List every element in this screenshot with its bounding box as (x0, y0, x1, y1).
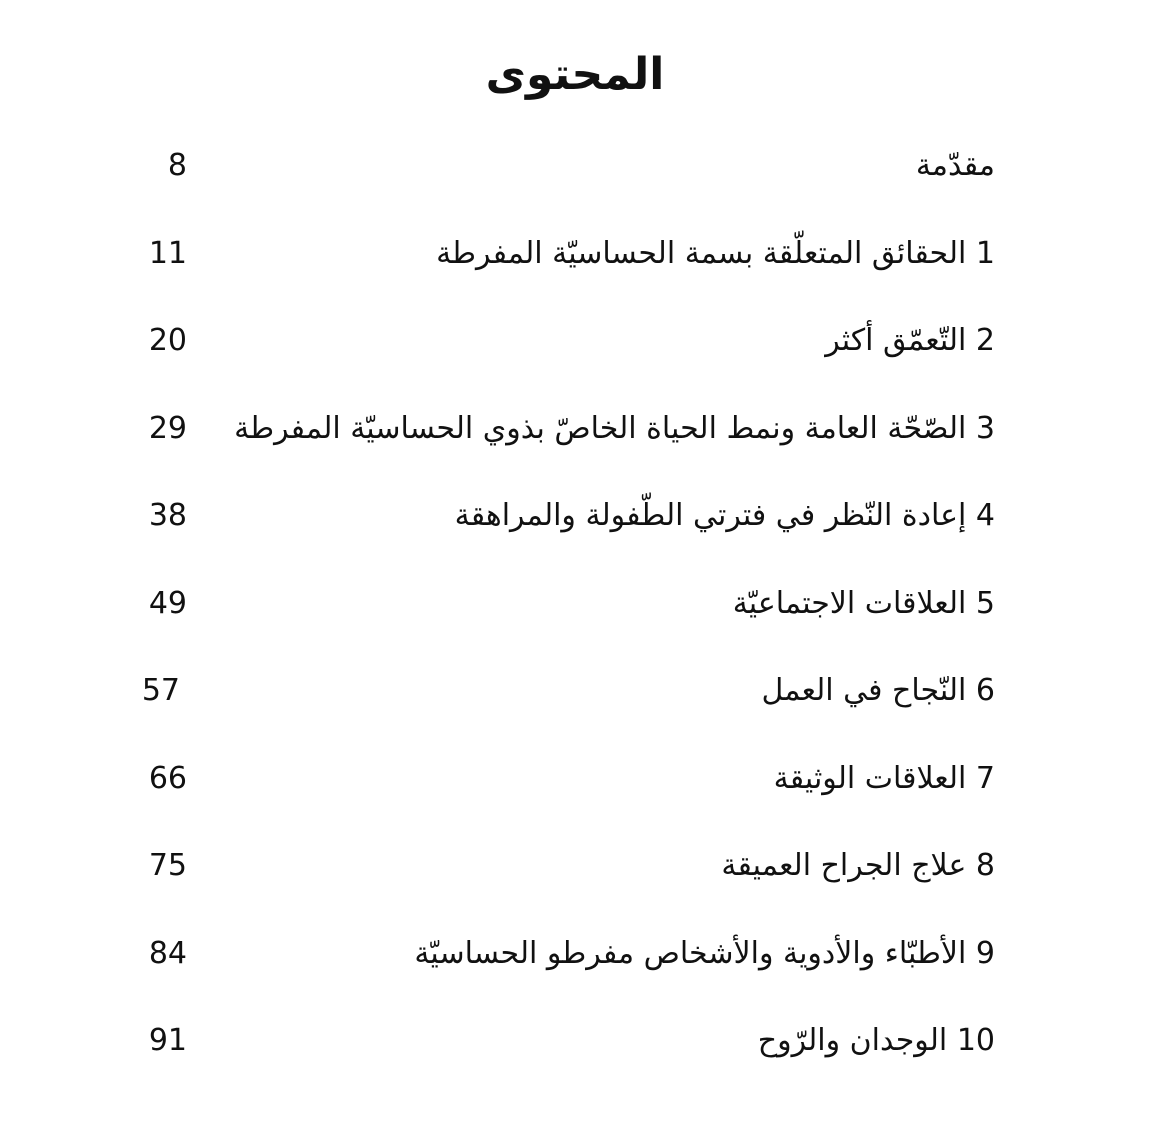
toc-entry-title: 8 علاج الجراح العميقة (721, 848, 995, 883)
toc-entry-title: 4 إعادة النّظر في فترتي الطّفولة والمراهقة (454, 498, 995, 533)
toc-entry-page-number: 38 (148, 498, 187, 533)
toc-entry (0, 997, 1150, 1085)
toc-entry-title: 9 الأطبّاء والأدوية والأشخاص مفرطو الحساسيّة (414, 935, 995, 971)
toc-entry-page-number: 11 (148, 235, 187, 271)
toc-entry (0, 297, 1150, 385)
toc-entry (0, 122, 1150, 210)
toc-entry-title: 5 العلاقات الاجتماعيّة (732, 585, 995, 621)
table-of-contents (0, 122, 1150, 1085)
toc-entry (0, 560, 1150, 648)
page-title: المحتوى (485, 49, 665, 100)
toc-entry-title: 7 العلاقات الوثيقة (773, 760, 995, 796)
toc-entry (0, 210, 1150, 298)
toc-entry (0, 385, 1150, 473)
toc-entry-title: مقدّمة (915, 148, 995, 183)
toc-entry-title: 6 النّجاح في العمل (761, 673, 995, 708)
toc-entry-page-number: 75 (148, 848, 187, 883)
toc-entry (0, 822, 1150, 910)
toc-entry-page-number: 57 (141, 673, 180, 708)
toc-entry-page-number: 84 (148, 935, 187, 971)
toc-entry-title: 2 التّعمّق أكثر (825, 323, 995, 358)
toc-entry-page-number: 66 (148, 760, 187, 796)
toc-entry-page-number: 29 (148, 410, 187, 446)
toc-entry (0, 735, 1150, 823)
toc-entry (0, 472, 1150, 560)
toc-entry-title: 1 الحقائق المتعلّقة بسمة الحساسيّة المفرطة (436, 235, 995, 271)
toc-entry-page-number: 8 (167, 148, 187, 183)
toc-entry-page-number: 49 (148, 585, 187, 621)
toc-entry (0, 910, 1150, 998)
toc-entry-page-number: 20 (148, 323, 187, 358)
toc-entry-title: 3 الصّحّة العامة ونمط الحياة الخاصّ بذوي الحساسيّة المفرطة (234, 410, 995, 446)
toc-entry-page-number: 91 (148, 1023, 187, 1058)
toc-entry (0, 647, 1150, 735)
toc-entry-title: 10 الوجدان والرّوح (757, 1023, 995, 1058)
